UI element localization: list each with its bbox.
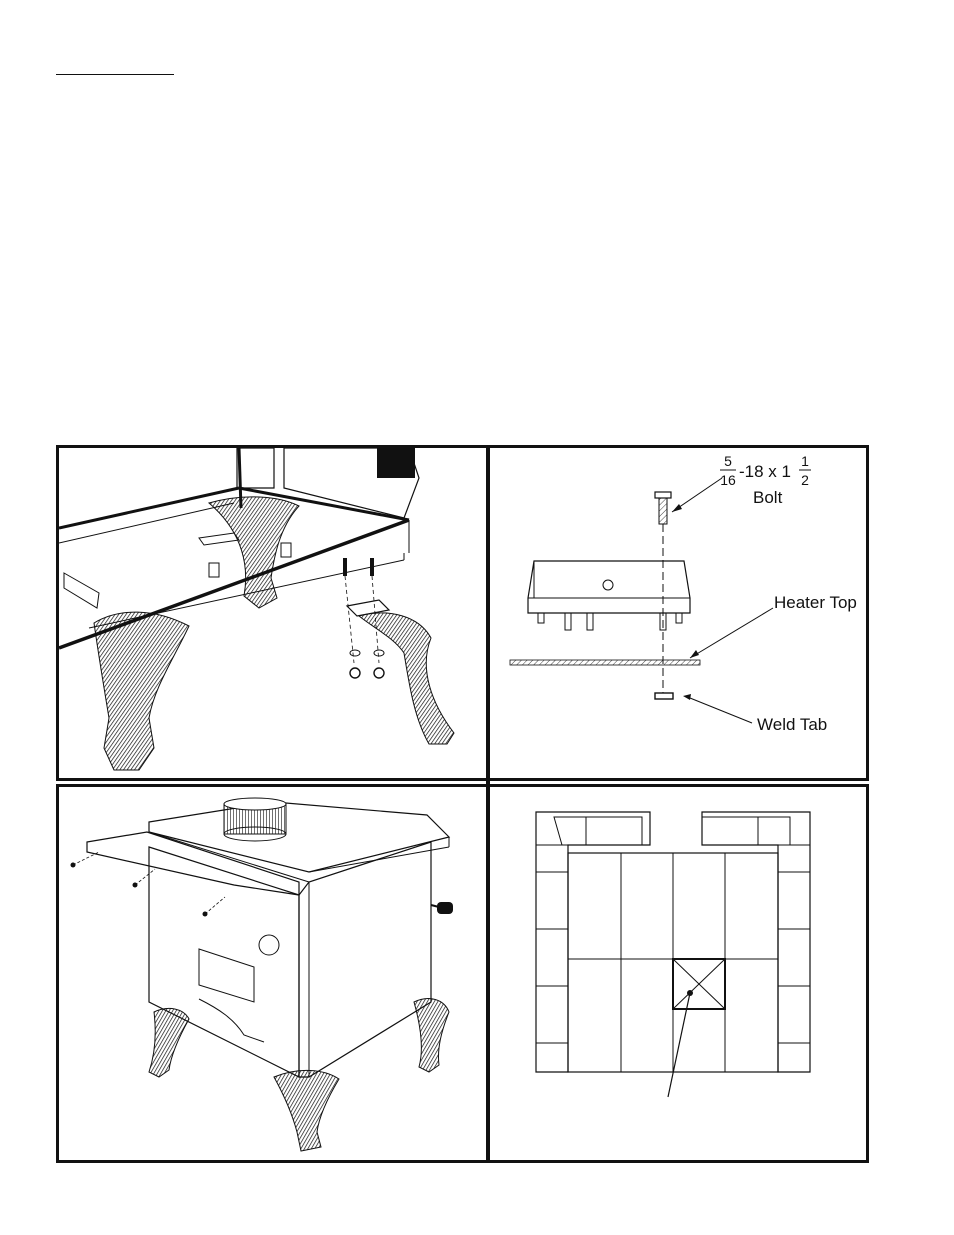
weld-tab-label: Weld Tab — [757, 715, 828, 734]
bolt-size-numerator: 5 — [724, 453, 732, 469]
leg-installation-diagram — [59, 448, 486, 778]
stud-right — [370, 558, 374, 576]
heater-top-label: Heater Top — [774, 593, 857, 612]
bolt-label: Bolt — [753, 488, 783, 507]
bolt-size-denominator: 16 — [720, 472, 736, 488]
bolt-length-numerator: 1 — [801, 453, 809, 469]
washer-icon — [350, 650, 360, 656]
firebrick-layout-diagram — [490, 787, 866, 1160]
bolt-length-denominator: 2 — [801, 472, 809, 488]
nut-icon — [374, 668, 384, 678]
bolt-icon — [655, 492, 671, 524]
bolt-thread-length: -18 x 1 — [739, 462, 791, 481]
bolt-attachment-detail — [490, 448, 866, 778]
heading-underline — [56, 74, 174, 75]
stud-left — [343, 558, 347, 576]
nut-icon — [350, 668, 360, 678]
figure-divider-horizontal — [56, 778, 869, 787]
washer-icon — [374, 650, 384, 656]
knob-icon — [437, 902, 453, 914]
stove-rear-view-diagram — [59, 787, 486, 1160]
